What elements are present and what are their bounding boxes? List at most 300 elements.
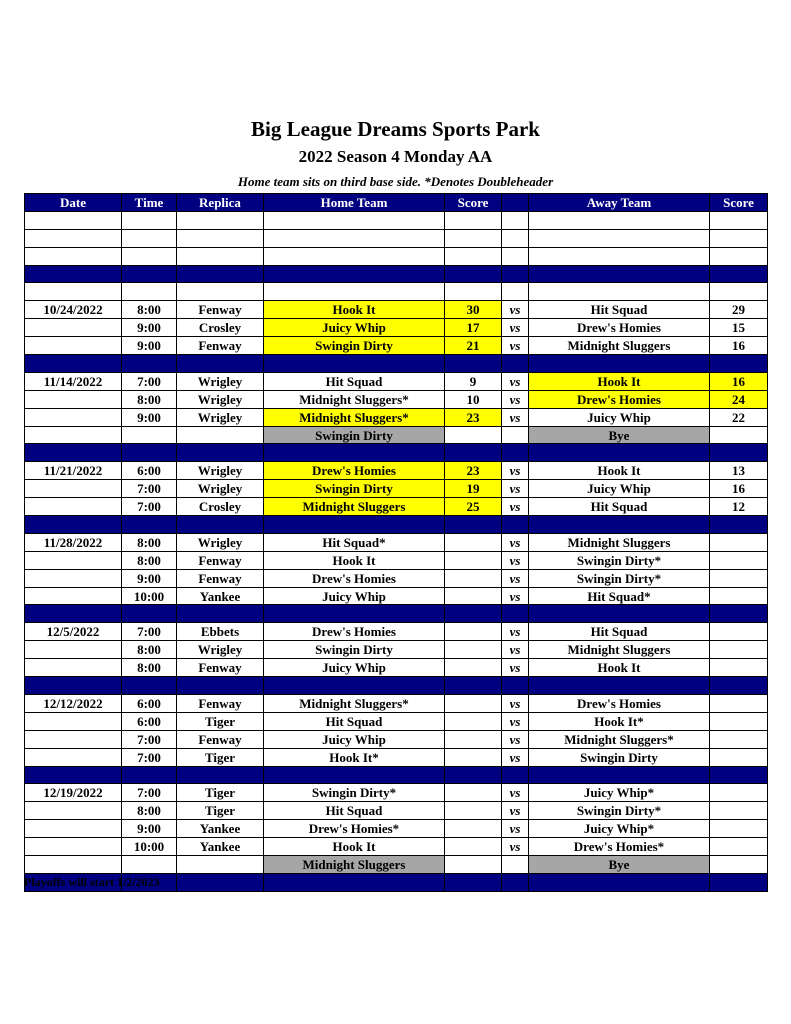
vs-cell: [502, 229, 529, 247]
time-cell: 8:00: [122, 390, 177, 408]
replica-cell: [177, 444, 264, 462]
home-team-cell: Midnight Sluggers*: [264, 408, 445, 426]
home-score-cell: 25: [445, 498, 502, 516]
vs-cell: vs: [502, 372, 529, 390]
home-team-cell: [264, 873, 445, 891]
date-cell: [25, 766, 122, 784]
time-cell: 8:00: [122, 641, 177, 659]
vs-cell: [502, 355, 529, 373]
game-row: [25, 390, 768, 408]
vs-cell: vs: [502, 390, 529, 408]
home-score-cell: [445, 766, 502, 784]
game-row: [25, 408, 768, 426]
away-team-cell: Midnight Sluggers*: [529, 730, 710, 748]
home-score-cell: [445, 444, 502, 462]
time-cell: [122, 677, 177, 695]
date-cell: [25, 247, 122, 265]
game-row: [25, 587, 768, 605]
home-score-cell: [445, 802, 502, 820]
home-team-cell: [264, 677, 445, 695]
bye-row: [25, 855, 768, 873]
home-score-cell: [445, 211, 502, 229]
vs-cell: [502, 766, 529, 784]
home-score-cell: [445, 873, 502, 891]
away-score-cell: [710, 355, 768, 373]
away-team-cell: [529, 677, 710, 695]
vs-cell: vs: [502, 712, 529, 730]
away-team-cell: Drew's Homies: [529, 694, 710, 712]
section-divider: [25, 677, 768, 695]
away-score-cell: [710, 784, 768, 802]
time-cell: 7:00: [122, 730, 177, 748]
away-team-cell: [529, 516, 710, 534]
date-cell: [25, 641, 122, 659]
vs-cell: [502, 211, 529, 229]
date-cell: 12/5/2022: [25, 623, 122, 641]
away-team-cell: Midnight Sluggers: [529, 641, 710, 659]
away-score-cell: [710, 516, 768, 534]
away-team-cell: [529, 265, 710, 283]
time-cell: 7:00: [122, 748, 177, 766]
vs-cell: [502, 873, 529, 891]
vs-cell: vs: [502, 838, 529, 856]
time-cell: 7:00: [122, 784, 177, 802]
away-score-cell: 24: [710, 390, 768, 408]
away-score-cell: [710, 694, 768, 712]
game-row: [25, 623, 768, 641]
time-cell: 8:00: [122, 659, 177, 677]
section-divider: [25, 444, 768, 462]
vs-cell: vs: [502, 408, 529, 426]
away-score-cell: 16: [710, 372, 768, 390]
blank-row: [25, 283, 768, 301]
home-team-cell: Hook It*: [264, 748, 445, 766]
away-score-cell: [710, 211, 768, 229]
replica-cell: Yankee: [177, 838, 264, 856]
time-cell: 7:00: [122, 498, 177, 516]
vs-cell: vs: [502, 659, 529, 677]
home-team-cell: Swingin Dirty: [264, 337, 445, 355]
replica-cell: Wrigley: [177, 533, 264, 551]
replica-cell: Tiger: [177, 802, 264, 820]
page-subtitle: 2022 Season 4 Monday AA: [298, 147, 493, 166]
date-cell: [25, 337, 122, 355]
home-team-cell: Swingin Dirty*: [264, 784, 445, 802]
date-cell: [25, 587, 122, 605]
date-cell: 11/21/2022: [25, 462, 122, 480]
home-team-cell: Drew's Homies: [264, 462, 445, 480]
vs-cell: vs: [502, 820, 529, 838]
home-score-cell: [445, 838, 502, 856]
vs-cell: vs: [502, 301, 529, 319]
game-row: [25, 712, 768, 730]
time-cell: [122, 355, 177, 373]
replica-cell: Fenway: [177, 694, 264, 712]
col-header-time: Time: [122, 194, 177, 212]
col-header-home-team: Home Team: [264, 194, 445, 212]
away-team-cell: Juicy Whip*: [529, 784, 710, 802]
vs-cell: vs: [502, 694, 529, 712]
away-team-cell: Midnight Sluggers: [529, 337, 710, 355]
date-cell: [25, 516, 122, 534]
vs-cell: vs: [502, 641, 529, 659]
away-team-cell: [529, 283, 710, 301]
time-cell: 6:00: [122, 462, 177, 480]
replica-cell: [177, 426, 264, 444]
replica-cell: [177, 265, 264, 283]
time-cell: 8:00: [122, 551, 177, 569]
date-cell: 11/14/2022: [25, 372, 122, 390]
game-row: [25, 659, 768, 677]
away-score-cell: [710, 551, 768, 569]
schedule-table: [24, 193, 768, 892]
vs-cell: [502, 247, 529, 265]
replica-cell: Wrigley: [177, 372, 264, 390]
game-row: [25, 319, 768, 337]
home-team-cell: Hook It: [264, 838, 445, 856]
replica-cell: [177, 211, 264, 229]
home-score-cell: [445, 533, 502, 551]
game-row: [25, 802, 768, 820]
away-team-cell: [529, 873, 710, 891]
away-team-cell: Swingin Dirty*: [529, 569, 710, 587]
home-team-cell: Hit Squad: [264, 372, 445, 390]
date-cell: [25, 390, 122, 408]
replica-cell: Fenway: [177, 730, 264, 748]
section-divider: [25, 766, 768, 784]
vs-cell: vs: [502, 533, 529, 551]
blank-row: [25, 229, 768, 247]
home-score-cell: [445, 623, 502, 641]
game-row: [25, 337, 768, 355]
home-team-cell: Swingin Dirty: [264, 480, 445, 498]
home-score-cell: [445, 229, 502, 247]
time-cell: 10:00: [122, 838, 177, 856]
time-cell: 9:00: [122, 408, 177, 426]
replica-cell: Tiger: [177, 712, 264, 730]
away-score-cell: [710, 677, 768, 695]
date-cell: 12/12/2022: [25, 694, 122, 712]
vs-cell: [502, 283, 529, 301]
vs-cell: [502, 605, 529, 623]
vs-cell: [502, 516, 529, 534]
home-score-cell: [445, 694, 502, 712]
home-team-cell: [264, 516, 445, 534]
date-cell: [25, 605, 122, 623]
home-team-cell: Swingin Dirty: [264, 641, 445, 659]
home-team-cell: [264, 766, 445, 784]
vs-cell: vs: [502, 462, 529, 480]
home-score-cell: [445, 516, 502, 534]
vs-cell: [502, 677, 529, 695]
away-score-cell: [710, 820, 768, 838]
replica-cell: [177, 247, 264, 265]
away-team-cell: [529, 229, 710, 247]
home-team-cell: Midnight Sluggers: [264, 855, 445, 873]
away-team-cell: Midnight Sluggers: [529, 533, 710, 551]
game-row: [25, 748, 768, 766]
home-team-cell: Midnight Sluggers: [264, 498, 445, 516]
home-score-cell: 23: [445, 462, 502, 480]
home-score-cell: [445, 247, 502, 265]
away-team-cell: [529, 766, 710, 784]
time-cell: 8:00: [122, 533, 177, 551]
away-score-cell: [710, 766, 768, 784]
date-cell: [25, 444, 122, 462]
col-header-replica: Replica: [177, 194, 264, 212]
replica-cell: [177, 516, 264, 534]
game-row: [25, 784, 768, 802]
replica-cell: Fenway: [177, 569, 264, 587]
replica-cell: [177, 355, 264, 373]
time-cell: [122, 229, 177, 247]
home-score-cell: [445, 426, 502, 444]
time-cell: 8:00: [122, 802, 177, 820]
home-team-cell: Midnight Sluggers*: [264, 390, 445, 408]
time-cell: 9:00: [122, 820, 177, 838]
home-team-cell: Juicy Whip: [264, 730, 445, 748]
home-score-cell: 19: [445, 480, 502, 498]
away-team-cell: Hook It: [529, 462, 710, 480]
time-cell: 6:00: [122, 712, 177, 730]
home-team-cell: Juicy Whip: [264, 659, 445, 677]
away-score-cell: [710, 444, 768, 462]
replica-cell: Wrigley: [177, 408, 264, 426]
replica-cell: Wrigley: [177, 462, 264, 480]
replica-cell: [177, 873, 264, 891]
vs-cell: vs: [502, 587, 529, 605]
home-team-cell: Hit Squad*: [264, 533, 445, 551]
home-team-cell: [264, 211, 445, 229]
away-score-cell: 16: [710, 337, 768, 355]
blank-row: [25, 247, 768, 265]
game-row: [25, 498, 768, 516]
date-cell: [25, 855, 122, 873]
date-cell: [25, 426, 122, 444]
time-cell: 8:00: [122, 301, 177, 319]
time-cell: [122, 444, 177, 462]
vs-cell: [502, 426, 529, 444]
away-team-cell: Juicy Whip: [529, 408, 710, 426]
home-team-cell: [264, 283, 445, 301]
home-score-cell: [445, 659, 502, 677]
home-score-cell: [445, 748, 502, 766]
replica-cell: Crosley: [177, 498, 264, 516]
date-cell: [25, 748, 122, 766]
date-cell: [25, 408, 122, 426]
date-cell: [25, 229, 122, 247]
home-team-cell: Hook It: [264, 551, 445, 569]
time-cell: [122, 211, 177, 229]
page-note: Home team sits on third base side. *Denotes Doubleheader: [237, 174, 554, 189]
vs-cell: vs: [502, 730, 529, 748]
game-row: [25, 730, 768, 748]
vs-cell: [502, 265, 529, 283]
home-score-cell: [445, 784, 502, 802]
replica-cell: Yankee: [177, 587, 264, 605]
away-score-cell: 29: [710, 301, 768, 319]
replica-cell: [177, 283, 264, 301]
home-score-cell: 10: [445, 390, 502, 408]
time-cell: 7:00: [122, 372, 177, 390]
time-cell: [122, 283, 177, 301]
vs-cell: vs: [502, 319, 529, 337]
time-cell: 9:00: [122, 569, 177, 587]
replica-cell: Ebbets: [177, 623, 264, 641]
time-cell: 6:00: [122, 694, 177, 712]
date-cell: [25, 659, 122, 677]
replica-cell: [177, 229, 264, 247]
time-cell: [122, 766, 177, 784]
date-cell: [25, 677, 122, 695]
date-cell: [25, 838, 122, 856]
section-divider: [25, 605, 768, 623]
date-cell: 12/19/2022: [25, 784, 122, 802]
time-cell: [122, 265, 177, 283]
replica-cell: Wrigley: [177, 390, 264, 408]
home-score-cell: [445, 283, 502, 301]
game-row: [25, 372, 768, 390]
away-score-cell: [710, 426, 768, 444]
home-team-cell: Juicy Whip: [264, 587, 445, 605]
date-cell: [25, 211, 122, 229]
away-score-cell: [710, 605, 768, 623]
home-team-cell: [264, 229, 445, 247]
replica-cell: Tiger: [177, 748, 264, 766]
blank-row: [25, 211, 768, 229]
away-score-cell: [710, 730, 768, 748]
home-score-cell: 17: [445, 319, 502, 337]
replica-cell: [177, 605, 264, 623]
time-cell: [122, 247, 177, 265]
replica-cell: Tiger: [177, 784, 264, 802]
replica-cell: Yankee: [177, 820, 264, 838]
away-team-cell: Drew's Homies: [529, 390, 710, 408]
home-score-cell: [445, 605, 502, 623]
date-cell: 11/28/2022: [25, 533, 122, 551]
away-score-cell: 12: [710, 498, 768, 516]
col-header-home-score: Score: [445, 194, 502, 212]
game-row: [25, 820, 768, 838]
vs-cell: [502, 855, 529, 873]
home-score-cell: [445, 712, 502, 730]
away-team-cell: [529, 355, 710, 373]
date-cell: [25, 283, 122, 301]
away-score-cell: [710, 623, 768, 641]
playoffs-note: Playoffs will start 1/2/2023: [24, 875, 160, 889]
away-score-cell: [710, 802, 768, 820]
away-team-cell: Hit Squad: [529, 301, 710, 319]
replica-cell: Fenway: [177, 337, 264, 355]
home-team-cell: [264, 265, 445, 283]
away-team-cell: Juicy Whip: [529, 480, 710, 498]
replica-cell: [177, 855, 264, 873]
away-team-cell: Swingin Dirty*: [529, 551, 710, 569]
time-cell: [122, 855, 177, 873]
away-score-cell: 16: [710, 480, 768, 498]
away-score-cell: [710, 587, 768, 605]
time-cell: [122, 516, 177, 534]
away-score-cell: [710, 838, 768, 856]
date-cell: [25, 569, 122, 587]
bye-row: [25, 426, 768, 444]
game-row: [25, 462, 768, 480]
home-team-cell: [264, 605, 445, 623]
section-divider: [25, 265, 768, 283]
home-team-cell: Hook It: [264, 301, 445, 319]
date-cell: [25, 319, 122, 337]
away-team-cell: Hook It*: [529, 712, 710, 730]
away-score-cell: [710, 533, 768, 551]
away-score-cell: [710, 873, 768, 891]
away-team-cell: Swingin Dirty: [529, 748, 710, 766]
away-score-cell: 13: [710, 462, 768, 480]
home-score-cell: 9: [445, 372, 502, 390]
replica-cell: Fenway: [177, 659, 264, 677]
vs-cell: vs: [502, 623, 529, 641]
section-divider: [25, 355, 768, 373]
away-team-cell: [529, 247, 710, 265]
home-team-cell: Midnight Sluggers*: [264, 694, 445, 712]
date-cell: [25, 265, 122, 283]
section-divider: [25, 516, 768, 534]
replica-cell: [177, 677, 264, 695]
date-cell: [25, 730, 122, 748]
home-score-cell: [445, 355, 502, 373]
col-header-away-score: Score: [710, 194, 768, 212]
game-row: [25, 694, 768, 712]
replica-cell: Wrigley: [177, 480, 264, 498]
away-score-cell: [710, 641, 768, 659]
vs-cell: vs: [502, 551, 529, 569]
vs-cell: vs: [502, 498, 529, 516]
date-cell: [25, 355, 122, 373]
away-team-cell: Hook It: [529, 372, 710, 390]
replica-cell: Wrigley: [177, 641, 264, 659]
home-team-cell: Hit Squad: [264, 802, 445, 820]
home-score-cell: [445, 641, 502, 659]
date-cell: [25, 802, 122, 820]
home-score-cell: [445, 855, 502, 873]
away-team-cell: [529, 444, 710, 462]
home-team-cell: Drew's Homies*: [264, 820, 445, 838]
away-team-cell: Hook It: [529, 659, 710, 677]
away-team-cell: Hit Squad: [529, 623, 710, 641]
away-score-cell: [710, 247, 768, 265]
date-cell: [25, 820, 122, 838]
home-team-cell: Hit Squad: [264, 712, 445, 730]
col-header-date: Date: [25, 194, 122, 212]
time-cell: 9:00: [122, 337, 177, 355]
header-row: [25, 194, 768, 212]
away-team-cell: Swingin Dirty*: [529, 802, 710, 820]
home-team-cell: [264, 355, 445, 373]
date-cell: 10/24/2022: [25, 301, 122, 319]
col-header-away-team: Away Team: [529, 194, 710, 212]
time-cell: 10:00: [122, 587, 177, 605]
home-team-cell: Drew's Homies: [264, 623, 445, 641]
away-score-cell: [710, 855, 768, 873]
home-score-cell: [445, 677, 502, 695]
away-team-cell: Juicy Whip*: [529, 820, 710, 838]
home-team-cell: [264, 444, 445, 462]
vs-cell: vs: [502, 480, 529, 498]
home-score-cell: 30: [445, 301, 502, 319]
vs-cell: vs: [502, 337, 529, 355]
away-team-cell: Hit Squad: [529, 498, 710, 516]
replica-cell: Fenway: [177, 301, 264, 319]
replica-cell: Crosley: [177, 319, 264, 337]
